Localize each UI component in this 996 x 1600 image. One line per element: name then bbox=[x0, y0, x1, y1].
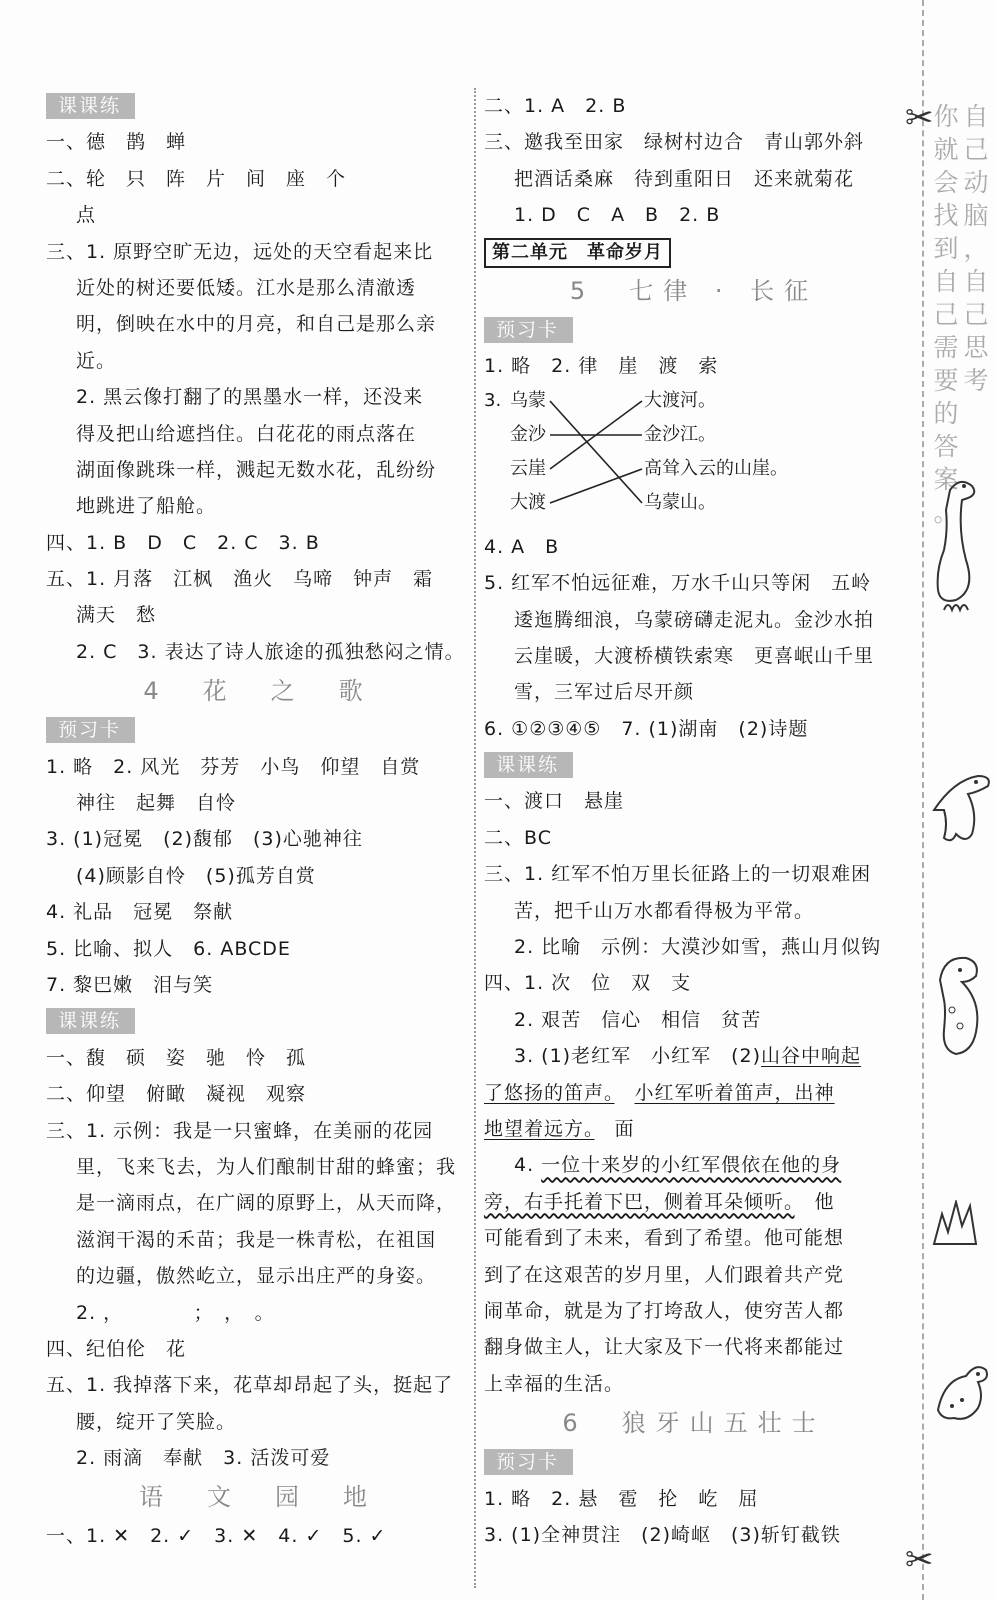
answer-line bbox=[484, 1075, 904, 1111]
dinosaur-icon bbox=[930, 470, 990, 620]
side-char: 找 bbox=[933, 201, 959, 230]
lesson-title: 4 花 之 歌 bbox=[143, 677, 373, 706]
answer-line: 苦，把千山万水都看得极为平常。 bbox=[514, 899, 815, 922]
answer-line: 四、纪伯伦 花 bbox=[46, 1337, 187, 1360]
side-char: 到 bbox=[933, 234, 959, 263]
answer-line: 的边疆，傲然屹立，显示出庄严的身姿。 bbox=[76, 1265, 437, 1288]
answer-line: 滋润干渴的禾苗；我是一株青松，在祖国 bbox=[76, 1228, 437, 1251]
answer-line: 三、邀我至田家 绿树村边合 青山郭外斜 bbox=[484, 131, 865, 154]
answer-text: 3. (1)老红军 小红军 (2) bbox=[514, 1045, 761, 1068]
answer-line: 二、轮 只 阵 片 间 座 个 bbox=[46, 167, 347, 190]
answer-line: 把酒话桑麻 待到重阳日 还来就菊花 bbox=[514, 167, 855, 190]
side-char: 的 bbox=[933, 399, 959, 428]
answer-line: 二、BC bbox=[484, 826, 552, 849]
column-divider bbox=[474, 88, 476, 1588]
dinosaur-icon bbox=[930, 950, 990, 1060]
side-slogan bbox=[932, 100, 960, 529]
answer-line: 二、1. A 2. B bbox=[484, 95, 627, 117]
answer-line: 一、1. ✕ 2. ✓ 3. ✕ 4. ✓ 5. ✓ bbox=[46, 1525, 387, 1548]
match-left-item: 云崖 bbox=[510, 457, 546, 479]
side-char: 你 bbox=[933, 102, 959, 131]
section-tag: 课课练 bbox=[46, 1008, 135, 1034]
answer-line: 里，飞来飞去，为人们酿制甘甜的蜂蜜；我 bbox=[76, 1155, 457, 1178]
answer-line: 一、德 鹊 蝉 bbox=[46, 131, 187, 154]
answer-line: 2. ， ； ， 。 bbox=[76, 1301, 275, 1324]
answer-line: 三、1. 红军不怕万里长征路上的一切艰难困 bbox=[484, 863, 872, 886]
cut-line bbox=[922, 0, 924, 1600]
answer-line: 1. 略 2. 律 崖 渡 索 bbox=[484, 355, 719, 378]
scissors-icon: ✂ bbox=[905, 1540, 934, 1580]
answer-line: 四、1. B D C 2. C 3. B bbox=[46, 531, 320, 554]
answer-line: 2. 比喻 示例：大漠沙如雪，燕山月似钩 bbox=[514, 936, 882, 959]
answer-line: 三、1. 原野空旷无边，远处的天空看起来比 bbox=[46, 240, 434, 263]
side-char: 答 bbox=[933, 432, 959, 461]
match-line bbox=[550, 401, 642, 503]
answer-line: 1. D C A B 2. B bbox=[514, 204, 721, 227]
side-char: 动 bbox=[963, 168, 989, 197]
answer-line: 5. 比喻、拟人 6. ABCDE bbox=[46, 937, 291, 960]
answer-text: 4. bbox=[514, 1154, 542, 1177]
side-char: 己 bbox=[933, 300, 959, 329]
underlined-text: 了悠扬的笛声。 bbox=[484, 1081, 615, 1104]
match-lines bbox=[484, 385, 684, 529]
answer-line: 2. 艰苦 信心 相信 贫苦 bbox=[514, 1008, 762, 1031]
answer-line: 五、1. 我掉落下来，花草却昂起了头，挺起了 bbox=[46, 1374, 454, 1397]
answer-line: (4)顾影自怜 (5)孤芳自赏 bbox=[76, 864, 316, 887]
match-right-item: 大渡河。 bbox=[644, 389, 716, 411]
section-tag: 课课练 bbox=[484, 752, 573, 778]
answer-line: 地跳进了船舱。 bbox=[76, 495, 217, 518]
answer-line: 近。 bbox=[76, 349, 117, 372]
side-char: 要 bbox=[933, 366, 959, 395]
answer-text: 他 bbox=[794, 1190, 835, 1213]
answer-line: 6. ①②③④⑤ 7. (1)湖南 (2)诗题 bbox=[484, 717, 809, 740]
answer-line: 腰，绽开了笑脸。 bbox=[76, 1410, 237, 1433]
lesson-title: 6 狼牙山五壮士 bbox=[562, 1409, 826, 1438]
answer-line: 闹革命，就是为了打垮敌人，使穷苦人都 bbox=[484, 1299, 845, 1322]
underlined-text: 地望着远方。 bbox=[484, 1117, 595, 1140]
section-tag: 预习卡 bbox=[484, 317, 573, 343]
side-char: 考 bbox=[963, 366, 989, 395]
side-char: 自 bbox=[933, 267, 959, 296]
match-right-item: 乌蒙山。 bbox=[644, 491, 716, 513]
answer-line: 三、1. 示例：我是一只蜜蜂，在美丽的花园 bbox=[46, 1119, 434, 1142]
answer-line: 五、1. 月落 江枫 渔火 乌啼 钟声 霜 bbox=[46, 568, 434, 591]
answer-line: 1. 略 2. 风光 芬芳 小鸟 仰望 自赏 bbox=[46, 755, 421, 778]
answer-line: 得及把山给遮挡住。白花花的雨点落在 bbox=[76, 422, 417, 445]
section-tag: 课课练 bbox=[46, 93, 135, 119]
side-char: 自 bbox=[963, 102, 989, 131]
answer-line: 明，倒映在水中的月亮，和自己是那么亲 bbox=[76, 313, 437, 336]
side-slogan bbox=[962, 100, 990, 397]
side-char: 思 bbox=[963, 333, 989, 362]
scissors-icon: ✂ bbox=[905, 98, 934, 138]
answer-line: 4. A B bbox=[484, 535, 560, 558]
match-left-item: 乌蒙 bbox=[510, 389, 546, 411]
match-left-item: 金沙 bbox=[510, 423, 546, 445]
answer-line: 一、馥 硕 姿 驰 怜 孤 bbox=[46, 1046, 307, 1069]
underlined-text: 旁，右手托着下巴，侧着耳朵倾听。 bbox=[484, 1190, 795, 1213]
answer-line: 二、仰望 俯瞰 凝视 观察 bbox=[46, 1083, 307, 1106]
underlined-text: 小红军听着笛声，出神 bbox=[634, 1081, 835, 1104]
answer-text: 面 bbox=[594, 1117, 635, 1140]
answer-text bbox=[615, 1082, 635, 1104]
answer-line: 点 bbox=[76, 204, 97, 227]
answer-line: 可能看到了未来，看到了希望。他可能想 bbox=[484, 1227, 845, 1250]
side-char: ， bbox=[963, 234, 989, 263]
tag-row bbox=[46, 1003, 470, 1039]
answer-line: 雪，三军过后尽开颜 bbox=[514, 681, 695, 704]
side-char: 会 bbox=[933, 168, 959, 197]
dinosaur-icon bbox=[932, 1360, 992, 1430]
side-char: 自 bbox=[963, 267, 989, 296]
side-char: 就 bbox=[933, 135, 959, 164]
tag-row bbox=[46, 712, 470, 748]
answer-line: 3. (1)冠冕 (2)馥郁 (3)心驰神往 bbox=[46, 828, 363, 851]
grass-icon bbox=[930, 1200, 986, 1250]
lesson-title: 5 七律 · 长征 bbox=[569, 276, 819, 305]
tag-row bbox=[46, 88, 470, 124]
answer-line: 4. 礼品 冠冕 祭献 bbox=[46, 901, 234, 924]
match-line bbox=[550, 469, 642, 503]
answer-line: 云崖暖，大渡桥横铁索寒 更喜岷山千里 bbox=[514, 644, 875, 667]
match-left-item: 大渡 bbox=[510, 491, 546, 513]
answer-line: 是一滴雨点，在广阔的原野上，从天而降， bbox=[76, 1192, 457, 1215]
match-right-item: 高耸入云的山崖。 bbox=[644, 457, 788, 479]
answer-line bbox=[484, 1147, 904, 1183]
side-char: 己 bbox=[963, 135, 989, 164]
match-prefix: 3. bbox=[484, 389, 502, 411]
answer-line: 四、1. 次 位 双 支 bbox=[484, 972, 692, 995]
answer-line bbox=[484, 1111, 904, 1147]
answer-line: 满天 愁 bbox=[76, 604, 157, 627]
unit-heading: 第二单元 革命岁月 bbox=[484, 238, 671, 268]
answer-line: 2. 黑云像打翻了的黑墨水一样，还没来 bbox=[76, 386, 424, 409]
answer-line: 逶迤腾细浪，乌蒙磅礴走泥丸。金沙水拍 bbox=[514, 608, 875, 631]
unit-heading-row bbox=[484, 234, 904, 270]
match-right-item: 金沙江。 bbox=[644, 423, 716, 445]
side-char: 需 bbox=[933, 333, 959, 362]
answer-line bbox=[484, 1038, 904, 1074]
answer-line: 翻身做主人，让大家及下一代将来都能过 bbox=[484, 1336, 845, 1359]
section-tag: 预习卡 bbox=[484, 1449, 573, 1475]
answer-line: 3. (1)全神贯注 (2)崎岖 (3)斩钉截铁 bbox=[484, 1523, 841, 1546]
answer-line: 上幸福的生活。 bbox=[484, 1372, 625, 1395]
side-char: 己 bbox=[963, 300, 989, 329]
left-column bbox=[46, 88, 470, 1555]
underlined-text: 山谷中响起 bbox=[761, 1045, 862, 1068]
tag-row bbox=[484, 1444, 904, 1480]
answer-line: 5. 红军不怕远征难，万水千山只等闲 五岭 bbox=[484, 572, 872, 595]
matching-exercise bbox=[484, 385, 904, 529]
answer-line: 一、渡口 悬崖 bbox=[484, 790, 625, 813]
answer-line: 2. 雨滴 奉献 3. 活泼可爱 bbox=[76, 1447, 331, 1470]
side-char: 案 bbox=[933, 465, 959, 494]
answer-line: 到了在这艰苦的岁月里，人们跟着共产党 bbox=[484, 1263, 845, 1286]
answer-line: 7. 黎巴嫩 泪与笑 bbox=[46, 973, 214, 996]
tag-row bbox=[484, 747, 904, 783]
lesson-title: 语 文 园 地 bbox=[139, 1483, 377, 1512]
answer-line: 湖面像跳珠一样，溅起无数水花，乱纷纷 bbox=[76, 458, 437, 481]
underlined-text: 一位十来岁的小红军偎依在他的身 bbox=[541, 1154, 842, 1177]
answer-line: 1. 略 2. 悬 雹 抡 屹 屈 bbox=[484, 1487, 759, 1510]
answer-line: 神往 起舞 自怜 bbox=[76, 792, 237, 815]
dinosaur-icon bbox=[928, 770, 994, 850]
answer-line bbox=[484, 1184, 904, 1220]
answer-line: 近处的树还要低矮。江水是那么清澈透 bbox=[76, 276, 417, 299]
section-tag: 预习卡 bbox=[46, 717, 135, 743]
tag-row bbox=[484, 312, 904, 348]
side-char: 。 bbox=[933, 498, 959, 527]
side-char: 脑 bbox=[963, 201, 989, 230]
answer-line: 2. C 3. 表达了诗人旅途的孤独愁闷之情。 bbox=[76, 640, 465, 663]
right-column bbox=[484, 88, 904, 1553]
